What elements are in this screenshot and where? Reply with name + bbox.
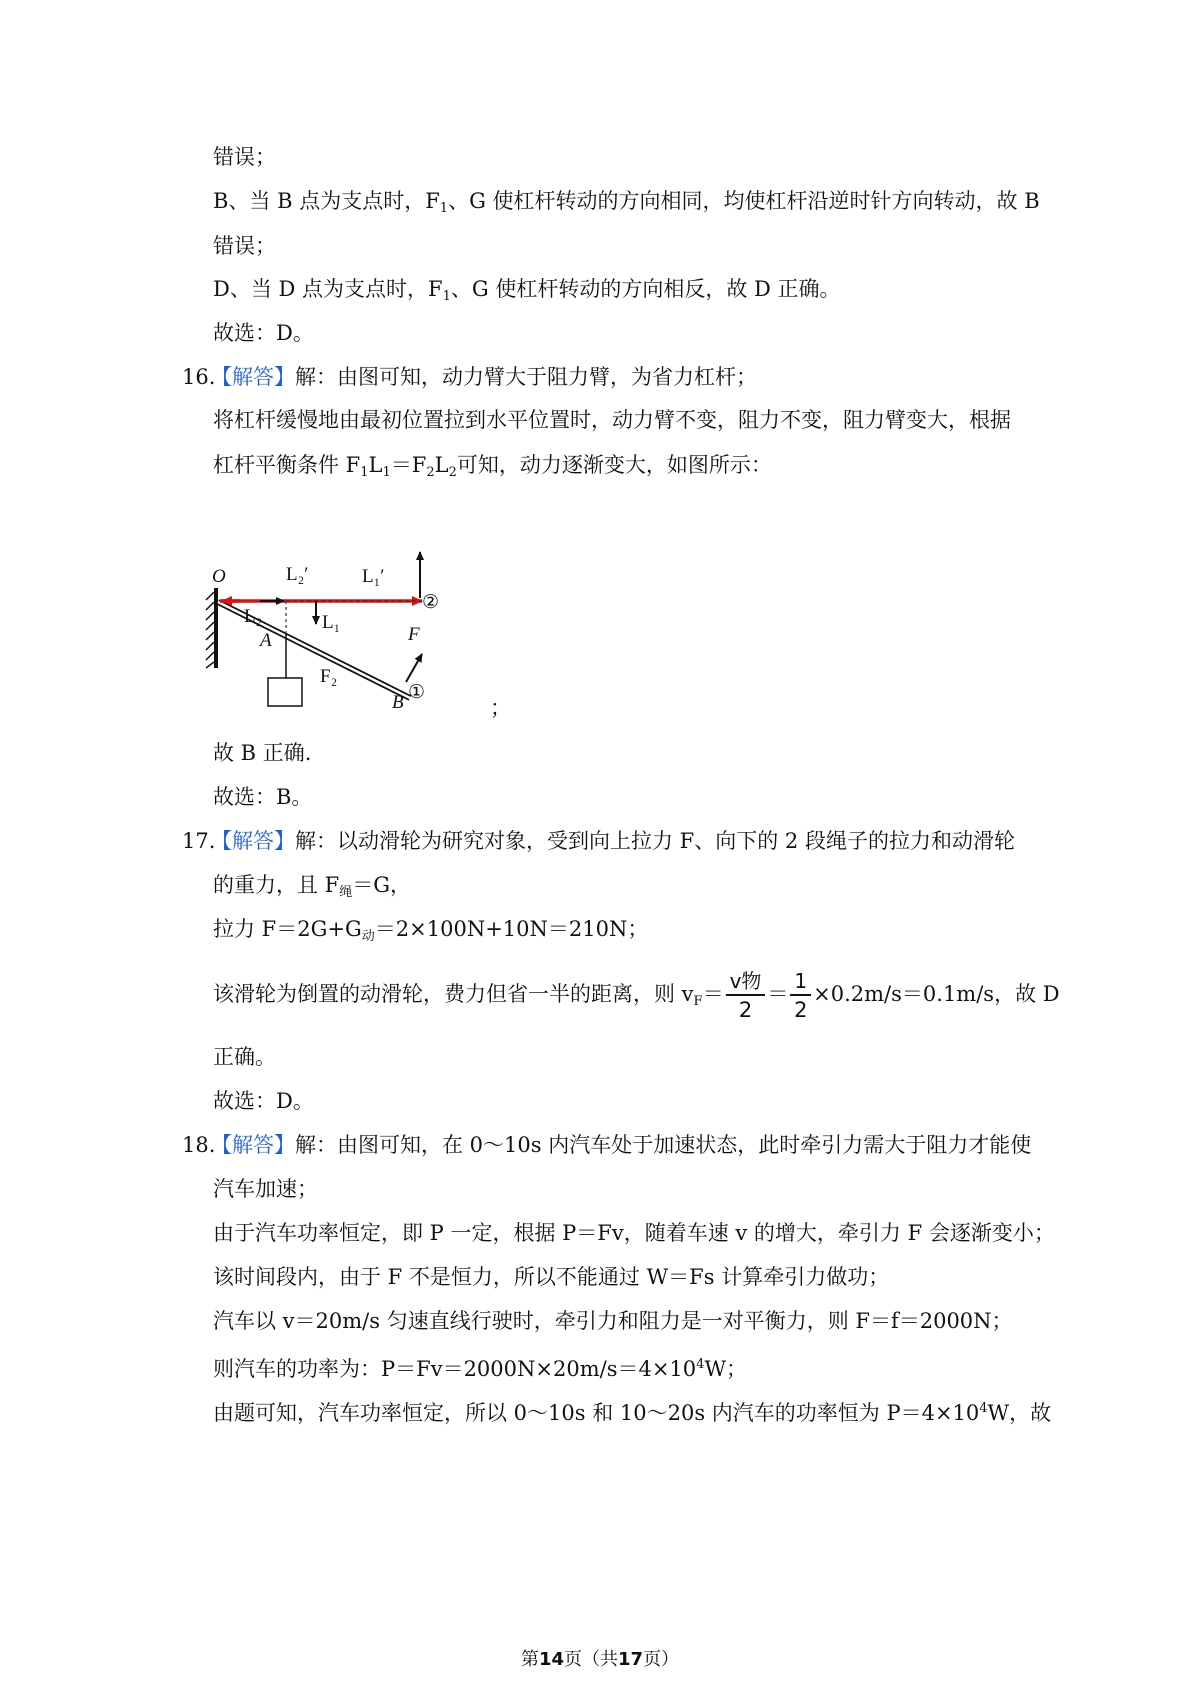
label-circle-2: ② (422, 592, 440, 613)
text-line: 则汽车的功率为：$P=Fv=2000N\times 20m/s=4\times 10^4W$； (213, 1357, 748, 1381)
page-total: 17 (618, 1649, 644, 1670)
question-number: 18. (182, 1133, 216, 1157)
weight-box (268, 678, 302, 706)
label-l1: L₁ (322, 612, 341, 633)
text-line: 杠杆平衡条件 $F_1L_1=F_2L_2$可知，动力逐渐变大，如图所示： (213, 453, 772, 480)
text-line: 该滑轮为倒置的动滑轮，费力但省一半的距离，则 $v_F=$ $\frac{\text{v物}}{2}$ ＝ $\frac{1}{2}$ ×0.2m/s＝0.1m/s，故 D (213, 968, 1060, 1022)
label-f2: F₂ (320, 666, 338, 687)
label-l1-prime: L₁′ (362, 566, 385, 587)
text-line: ； (490, 696, 511, 720)
fraction: $\frac{\text{v物}}{2}$ (726, 968, 766, 1024)
text-line: 拉力 $F=2G+G_动=2\times 100N+10N=210N$； (213, 917, 649, 944)
text-line: 将杠杆缓慢地由最初位置拉到水平位置时，动力臂不变，阻力不变，阻力臂变大，根据 (213, 408, 1011, 432)
answer-tag: 【解答】 (211, 365, 295, 389)
text-line: 由题可知，汽车功率恒定，所以 0～10s 和 10～20s 内汽车的功率恒为 $P=4\times 10^4W$，故 (213, 1401, 1052, 1425)
text-line: D、当 D 点为支点时，$F_1$、G 使杠杆转动的方向相反，故 D 正确。 (213, 277, 841, 304)
answer-tag: 【解答】 (211, 1133, 295, 1157)
text-line: 【解答】解：以动滑轮为研究对象，受到向上拉力 F、向下的 2 段绳子的拉力和动滑轮 (211, 829, 1015, 853)
label-b: B (392, 692, 404, 713)
wall (206, 588, 218, 668)
page-number: 14 (538, 1649, 564, 1670)
question-number: 17. (182, 829, 216, 853)
answer-tag: 【解答】 (211, 829, 295, 853)
label-a: A (260, 630, 272, 651)
label-o: O (212, 566, 226, 587)
text-line: 故选：B。 (213, 785, 313, 809)
question-number: 16. (182, 365, 216, 389)
text-line: 故选：D。 (213, 321, 314, 345)
page-footer: 第14页（共17页） (520, 1649, 680, 1670)
text-line: 错误； (213, 234, 276, 258)
text-line: 的重力，且 $F_绳=G$， (213, 873, 412, 900)
text-line: 错误； (213, 145, 276, 169)
label-l2-prime: L₂′ (286, 564, 309, 585)
text-line: 汽车加速； (213, 1177, 318, 1201)
text-line: 故 B 正确. (213, 741, 312, 765)
label-f: F (408, 624, 420, 645)
text-line: 汽车以 v＝20m/s 匀速直线行驶时，牵引力和阻力是一对平衡力，则 F＝f＝2000N； (213, 1309, 1013, 1333)
label-circle-1: ① (408, 682, 426, 703)
label-l2: L₂ (244, 606, 263, 627)
fraction: $\frac{1}{2}$ (790, 968, 811, 1024)
text-line: 故选：D。 (213, 1089, 314, 1113)
text-line: 正确。 (213, 1045, 276, 1069)
text-line: 【解答】解：由图可知，动力臂大于阻力臂，为省力杠杆； (211, 365, 757, 389)
force-f-arrow (406, 654, 422, 682)
text-line: B、当 B 点为支点时，$F_1$、G 使杠杆转动的方向相同，均使杠杆沿逆时针方向转动，故 B (213, 189, 1040, 216)
text-line: 由于汽车功率恒定，即 P 一定，根据 P＝Fv，随着车速 v 的增大，牵引力 F 会逐渐变小； (213, 1221, 1055, 1245)
text-line: 【解答】解：由图可知，在 0～10s 内汽车处于加速状态，此时牵引力需大于阻力才能使 (211, 1133, 1032, 1157)
text-line: 该时间段内，由于 F 不是恒力，所以不能通过 W＝Fs 计算牵引力做功； (213, 1265, 890, 1289)
